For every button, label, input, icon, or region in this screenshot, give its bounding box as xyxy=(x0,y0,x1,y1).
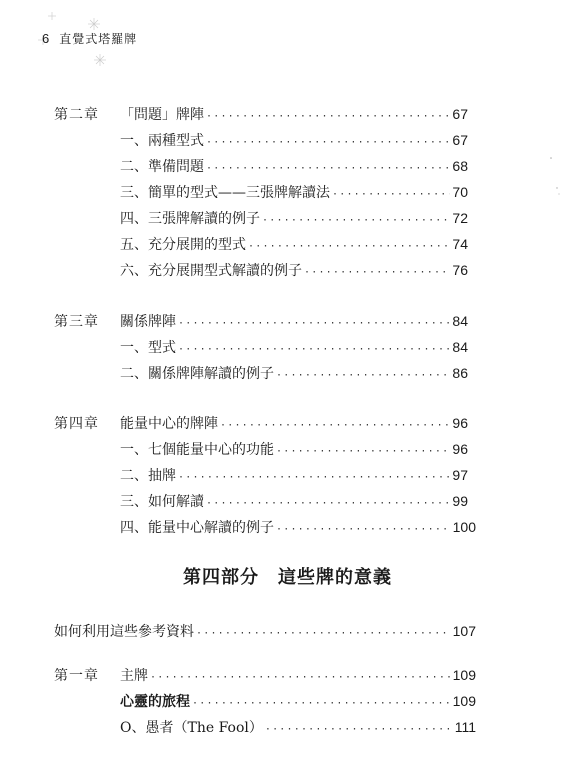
page-ref: 84 xyxy=(452,313,468,329)
dot-leader xyxy=(196,628,451,639)
toc-entry[interactable] xyxy=(120,717,476,737)
toc-entry[interactable] xyxy=(120,439,468,459)
chapter-title: 能量中心的牌陣 xyxy=(120,416,218,432)
toc-chapter-3[interactable] xyxy=(54,311,468,331)
page-ref: 109 xyxy=(452,667,476,683)
toc-entry[interactable] xyxy=(120,130,468,150)
dot-leader xyxy=(206,111,450,122)
chapter-title: 主牌 xyxy=(120,668,148,684)
page-ref: 96 xyxy=(452,441,468,457)
page-ref: 97 xyxy=(452,467,468,483)
entry-title: 三、如何解讀 xyxy=(120,494,204,510)
dot-leader xyxy=(178,472,450,483)
page-ref: 76 xyxy=(452,262,468,278)
toc-chapter-1[interactable] xyxy=(54,665,476,685)
entry-title: 如何利用這些參考資料 xyxy=(54,624,194,640)
chapter-title: 「問題」牌陣 xyxy=(120,107,204,123)
toc-entry[interactable] xyxy=(120,465,468,485)
page-ref: 99 xyxy=(452,493,468,509)
dot-leader xyxy=(220,420,450,431)
page-ref: 74 xyxy=(452,236,468,252)
toc-entry[interactable] xyxy=(120,517,476,537)
entry-title: 五、充分展開的型式 xyxy=(120,237,246,253)
part-title: 第四部分 這些牌的意義 xyxy=(183,567,392,588)
dot-leader xyxy=(265,724,453,735)
page-ref: 67 xyxy=(452,132,468,148)
page-ref: 107 xyxy=(452,623,476,639)
dot-leader xyxy=(206,137,450,148)
toc-entry[interactable] xyxy=(120,363,468,383)
page-number: 6 xyxy=(42,31,50,46)
entry-title: 一、七個能量中心的功能 xyxy=(120,442,274,458)
entry-title: 一、型式 xyxy=(120,340,176,356)
chapter-number: 第三章 xyxy=(54,314,99,330)
entry-title: O、愚者（The Fool） xyxy=(120,720,263,736)
page-ref: 84 xyxy=(452,339,468,355)
chapter-number: 第四章 xyxy=(54,416,99,432)
toc-reference[interactable] xyxy=(54,621,476,641)
chapter-title: 關係牌陣 xyxy=(120,314,176,330)
dot-leader xyxy=(248,241,450,252)
page-ref: 72 xyxy=(452,210,468,226)
toc-entry[interactable] xyxy=(120,182,468,202)
page-ref: 70 xyxy=(452,184,468,200)
toc-entry[interactable] xyxy=(120,208,468,228)
toc-chapter-4[interactable] xyxy=(54,413,468,433)
entry-title: 三、簡單的型式——三張牌解讀法 xyxy=(120,185,330,201)
page-ref: 68 xyxy=(452,158,468,174)
dot-leader xyxy=(332,189,450,200)
page-ref: 109 xyxy=(452,693,476,709)
page-ref: 111 xyxy=(454,719,476,735)
entry-title: 四、能量中心解讀的例子 xyxy=(120,520,274,536)
toc-entry[interactable] xyxy=(120,491,468,511)
dot-leader xyxy=(206,498,450,509)
dot-leader xyxy=(276,446,450,457)
chapter-number: 第二章 xyxy=(54,107,99,123)
dot-leader xyxy=(178,344,450,355)
dot-leader xyxy=(276,370,450,381)
dot-leader xyxy=(192,698,451,709)
subheading-title: 心靈的旅程 xyxy=(120,694,190,710)
entry-title: 六、充分展開型式解讀的例子 xyxy=(120,263,302,279)
toc-entry[interactable] xyxy=(120,337,468,357)
toc-entry[interactable] xyxy=(120,156,468,176)
toc-subheading[interactable] xyxy=(120,691,476,711)
dot-leader xyxy=(150,672,451,683)
entry-title: 二、準備問題 xyxy=(120,159,204,175)
chapter-number: 第一章 xyxy=(54,668,99,684)
running-header xyxy=(42,30,137,47)
entry-title: 二、關係牌陣解讀的例子 xyxy=(120,366,274,382)
entry-title: 四、三張牌解讀的例子 xyxy=(120,211,260,227)
page-ref: 96 xyxy=(452,415,468,431)
toc-entry[interactable] xyxy=(120,234,468,254)
dot-leader xyxy=(178,318,450,329)
page-ref: 86 xyxy=(452,365,468,381)
toc-entry[interactable] xyxy=(120,260,468,280)
dot-leader xyxy=(262,215,450,226)
toc-chapter-2[interactable] xyxy=(54,104,468,124)
dot-leader xyxy=(276,524,451,535)
dot-leader xyxy=(304,267,450,278)
scan-speck-icon xyxy=(545,150,565,210)
entry-title: 一、兩種型式 xyxy=(120,133,204,149)
book-title: 直覺式塔羅牌 xyxy=(59,32,138,46)
entry-title: 二、抽牌 xyxy=(120,468,176,484)
page-ref: 67 xyxy=(452,106,468,122)
dot-leader xyxy=(206,163,450,174)
page-ref: 100 xyxy=(452,519,476,535)
